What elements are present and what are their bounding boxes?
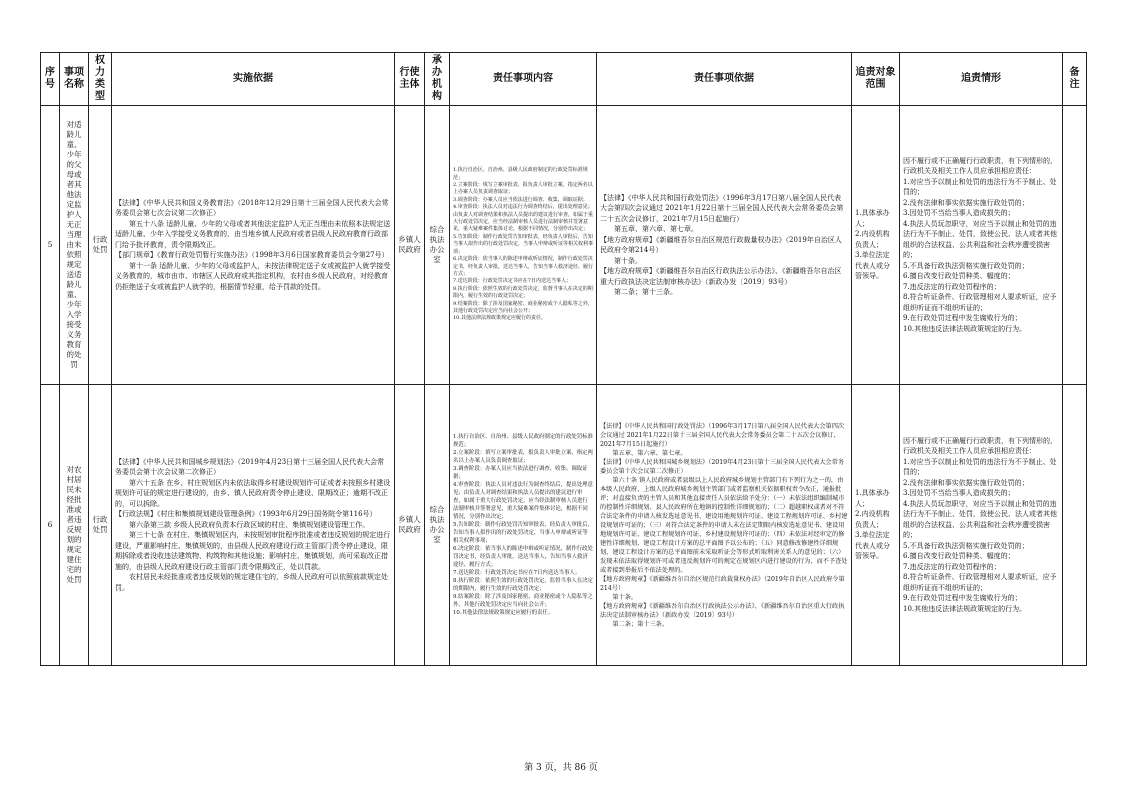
accountability-target xyxy=(852,106,900,385)
duty-content xyxy=(450,106,597,385)
duty-basis-paragraph: 第五章、第六章、第七章。 xyxy=(600,449,687,457)
target-item: 2.内设机构负责人； xyxy=(855,510,890,529)
target-item: 3.单位法定代表人或分管领导。 xyxy=(855,531,890,561)
duty-basis-paragraph: 【地方政府规章】《新疆维吾尔自治区行政执法公示办法》、《新疆维吾尔自治区重大行政执法决定法制审核办法》（新政办发〔2019〕93号） xyxy=(600,602,845,619)
implementation-basis xyxy=(112,385,395,666)
duty-basis-paragraph: 第六十条 镇人民政府或者县级以上人民政府城乡规划主管部门有下列行为之一的，由本级人民政府、上级人民政府城乡规划主管部门或者监察机关依据职权责令改正，通报批评；对直接负责的主管人员和其他直接责任人员依法给予处分：（一）未依法组织编制城市的控制性详细规划、县人民政府所在地镇的控制性详细规划的；（二）超越职权或者对不符合法定条件的申请人核发选址意见书、建设用地规划许可证、建设工程规划许可证、乡村建设规划许可证的；（三）对符合法定条件的申请人未在法定期限内核发选址意见书、建设用地规划许可证、建设工程规划许可证、乡村建设规划许可证的；（四）未依法对经审定的修建性详细规划、建设工程设计方案的总平面图予以公布的；（五）同意修改修建性详细规划、建设工程设计方案的总平面图前未采取听证会等形式听取利害关系人的意见的；（六）发现未依法取得规划许可或者违反规划许可的规定在规划区内进行建设的行为，而不予查处或者接到举报后不依法处理的。 xyxy=(600,476,848,574)
basis-paragraph: 第六十五条 在乡、村庄规划区内未依法取得乡村建设规划许可证或者未按照乡村建设规划许可证的规定进行建设的，由乡、镇人民政府责令停止建设、限期改正；逾期不改正的，可以拆除。 xyxy=(115,478,391,508)
liability-item: 3.因处罚不当给当事人造成损失的； xyxy=(903,209,1015,218)
accountability-target xyxy=(852,385,900,666)
duty-item: 3.调查阶段：办案人员应当依法进行调查、收集、调取证据； xyxy=(453,466,588,480)
row-number: 6 xyxy=(41,385,60,666)
liability-item: 10.其他违反法律法规政策规定的行为。 xyxy=(903,324,1027,333)
basis-paragraph: 第三十七条 在村庄、集镇规划区内，未按规划审批程序批准或者违反规划的规定进行建设，严重影响村庄、集镇规划的，由县级人民政府建设行政主管部门责令停止建设，限期拆除或者没收违法建筑物、构筑物和其他设施；影响村庄、集镇规划，尚可采取改正措施的，由县级人民政府建设行政主管部门责令限期改正，处以罚款。 xyxy=(115,531,391,571)
duty-basis-paragraph: 【法律】《中华人民共和国行政处罚法》（1996年3月17日第八届全国人民代表大会第四次会议通过 2021年1月22日第十三届全国人民代表大会常务委员会第二十五次会议修订，2021年7月15日起施行） xyxy=(600,193,844,223)
duty-item: 1.执行自治区、自治州、县级人民政府制定的行政处罚标准规范； xyxy=(453,167,588,181)
duty-basis-paragraph: 第五章、第六章、第七章。 xyxy=(600,225,698,233)
duty-basis-paragraph: 【法律】《中华人民共和国城乡规划法》（2019年4月23日第十三届全国人民代表大会常务委员会第十次会议第二次修正） xyxy=(600,458,845,475)
header-cell: 追责情形 xyxy=(900,53,1063,106)
header-cell: 责任事项依据 xyxy=(597,53,852,106)
duty-item: 8.执行阶段：依照生效的行政处罚决定，监督当事人在决定的期限内，履行生效的行政处罚决定； xyxy=(453,578,593,592)
table-row xyxy=(41,385,1087,666)
power-type: 行政处罚 xyxy=(89,106,112,385)
remarks xyxy=(1063,106,1087,385)
basis-paragraph: 【法律】《中华人民共和国义务教育法》（2018年12月29日第十三届全国人民代表大会常务委员会第七次会议第二次修正） xyxy=(115,198,389,218)
basis-paragraph: 第六条第三款 乡级人民政府负责本行政区域的村庄、集镇规划建设管理工作。 xyxy=(115,520,370,529)
duty-basis-paragraph: 第二条；第十三条。 xyxy=(600,620,669,628)
duty-item: 1.执行自治区、自治州、县级人民政府制定的行政处罚标准规范； xyxy=(453,434,593,448)
duty-item: 2.立案阶段：填写立案审批表，报负责人审批立案，指定两名以上办案人员负责调查取证； xyxy=(453,450,593,464)
executing-subject: 乡镇人民政府 xyxy=(395,385,425,666)
header-row xyxy=(41,53,1087,106)
target-item: 1.具体承办人； xyxy=(855,209,890,228)
duty-basis-paragraph: 第十条。 xyxy=(600,593,638,601)
basis-paragraph: 第十一条 适龄儿童、少年的父母或监护人，未按法律规定送子女或被监护人就学接受义务教育的，城市由市、市辖区人民政府或其指定机构，农村由乡级人民政府，对经教育仍拒绝送子女或被监护人就学的，根据情节轻重，给予罚款的处罚。 xyxy=(115,261,391,291)
liability-item: 因不履行或不正确履行行政职责，有下列情形的，行政机关及相关工作人员应承担相应责任： xyxy=(903,436,1057,456)
handling-org: 综合执法办公室 xyxy=(425,385,450,666)
duty-basis xyxy=(597,106,852,385)
header-cell: 实施依据 xyxy=(112,53,395,106)
liability-item: 因不履行或不正确履行行政职责，有下列情形的，行政机关及相关工作人员应承担相应责任： xyxy=(903,156,1057,176)
liability-item: 9.在行政处罚过程中发生腐败行为的； xyxy=(903,594,1022,603)
basis-paragraph: 【法律】《中华人民共和国城乡规划法》（2019年4月23日第十三届全国人民代表大会常务委员会第十次会议第二次修正） xyxy=(115,457,385,477)
basis-paragraph: 农村居民未经批准或者违反规划的规定建住宅的，乡级人民政府可以依照前款规定处罚。 xyxy=(115,573,388,592)
duty-list-table xyxy=(40,52,1087,666)
duty-item: 4.审查阶段：执法人员对违法行为调查终结后，提出处理意见；由负责人对调查结果和执法人员提出的建议进行审查，如属于重大行政处罚决定，应当经法制审核人员进行法制审核并签署意见，重大疑难案件集体讨论，根据不同情况，分别作出决定； xyxy=(453,482,593,520)
liability-item: 7.违反法定的行政处罚程序的； xyxy=(903,282,1001,291)
target-item: 3.单位法定代表人或分管领导。 xyxy=(855,251,890,281)
liability-item: 7.违反法定的行政处罚程序的； xyxy=(903,562,1001,571)
duty-basis-paragraph: 【地方政府规章】《新疆维吾尔自治区规范行政裁量权办法》（2019年自治区人民政府令第214号） xyxy=(600,575,845,592)
target-item: 1.具体承办人； xyxy=(855,489,890,508)
liability-item: 8.符合听证条件、行政管理相对人要求听证，应予组织听证而不组织听证的； xyxy=(903,293,1057,312)
duty-item: 10.其他法律法规政策规定应履行的责任。 xyxy=(453,315,546,322)
header-cell: 事项名称 xyxy=(60,53,89,106)
duty-item: 6.决定阶段：依当事人的陈述申辩或听证情况，制作行政处罚决定书，经负责人审批，送达当事人，告知当事人救济途径、履行方式； xyxy=(453,256,594,277)
header-cell: 追责对象范围 xyxy=(852,53,900,106)
header-cell: 责任事项内容 xyxy=(450,53,597,106)
liability-item: 9.在行政处罚过程中发生腐败行为的； xyxy=(903,314,1022,323)
duty-basis xyxy=(597,385,852,666)
basis-paragraph: 第五十八条 适龄儿童、少年的父母或者其他法定监护人无正当理由未依照本法规定送适龄儿童、少年入学接受义务教育的，由当地乡镇人民政府或者县级人民政府教育行政部门给予批评教育，责令限期改正。 xyxy=(115,219,391,249)
duty-item: 3.调查阶段：办案人员应当依法进行调查、收集、调取证据； xyxy=(453,196,588,203)
liability-item: 4.执法人员玩忽职守，对应当予以制止和处罚的违法行为不予制止、处罚，致使公民、法人或者其他组织的合法权益、公共利益和社会秩序遭受损害的； xyxy=(903,219,1057,260)
basis-paragraph: 【行政法规】《村庄和集镇规划建设管理条例》（1993年6月29日国务院令第116号） xyxy=(115,510,377,519)
header-cell: 序号 xyxy=(41,53,60,106)
duty-content xyxy=(450,385,597,666)
implementation-basis xyxy=(112,106,395,385)
duty-item: 2.立案阶段：填写立案审批表，报负责人审批立案，指定两名以上办案人员负责调查取证； xyxy=(453,182,593,196)
duty-item: 4.审查阶段：执法人员对违法行为调查终结后，提出处理意见；由负责人对调查结果和执法人员提出的建议进行审查，如属于重大行政处罚决定，应当经法制审核人员进行法制审核并签署意见，重大疑难案件集体讨论，根据不同情况，分别作出决定； xyxy=(453,204,594,233)
duty-item: 9.结案阶段：除了涉及国家秘密、商业秘密或个人隐私等之外，其他行政处罚决定应当向社会公开； xyxy=(453,300,593,314)
handling-org: 综合执法办公室 xyxy=(425,106,450,385)
accountability-circumstances xyxy=(900,385,1063,666)
liability-item: 4.执法人员玩忽职守，对应当予以制止和处罚的违法行为不予制止、处罚，致使公民、法人或者其他组织的合法权益、公共利益和社会秩序遭受损害的； xyxy=(903,499,1057,540)
page-footer: 第 3 页，共 86 页 xyxy=(524,763,598,773)
target-item: 2.内设机构负责人； xyxy=(855,230,890,249)
row-number: 5 xyxy=(41,106,60,385)
power-type: 行政处罚 xyxy=(89,385,112,666)
liability-item: 6.擅自改变行政处罚种类、幅度的； xyxy=(903,272,1015,281)
duty-item: 5.告知阶段：制作行政处罚告知审批表，经负责人审批后，告知当事人拟作出的行政处罚决定，当事人申辩或听证等相关权利事项； xyxy=(453,522,593,544)
table-row xyxy=(41,106,1087,385)
liability-item: 8.符合听证条件、行政管理相对人要求听证，应予组织听证而不组织听证的； xyxy=(903,573,1057,592)
item-name: 对适龄儿童、少年的父母或者其他法定监护人无正当理由未依照规定送适龄儿童、少年入学接受义务教育的处罚 xyxy=(60,106,89,385)
duty-basis-paragraph: 【地方政府规章】《新疆维吾尔自治区规范行政裁量权办法》（2019年自治区人民政府令第214号） xyxy=(600,235,842,254)
liability-item: 2.没有法律和事实依据实施行政处罚的； xyxy=(903,198,1029,207)
basis-paragraph: 【部门规章】《教育行政处罚暂行实施办法》（1998年3月6日国家教育委员会令第27号） xyxy=(115,251,389,260)
liability-item: 6.擅自改变行政处罚种类、幅度的； xyxy=(903,552,1015,561)
duty-item: 9.结案阶段：除了涉及国家秘密、商业秘密或个人隐私等之外，其他行政处罚决定应当向社会公开； xyxy=(453,594,593,608)
accountability-circumstances xyxy=(900,106,1063,385)
header-cell: 承办机构 xyxy=(425,53,450,106)
header-cell: 备注 xyxy=(1063,53,1087,106)
duty-item: 6.决定阶段：依当事人的陈述申辩或听证情况，制作行政处罚决定书，经负责人审批，送达当事人，告知当事人救济途径、履行方式； xyxy=(453,546,593,568)
duty-item: 7.送达阶段：行政处罚决定书应在7日内送达当事人； xyxy=(453,278,571,285)
duty-basis-paragraph: 【地方政府规章】《新疆维吾尔自治区行政执法公示办法》、《新疆维吾尔自治区重大行政执法决定法制审核办法》（新政办发〔2019〕93号） xyxy=(600,267,842,286)
duty-item: 8.执行阶段：依照生效的行政处罚决定，监督当事人在决定的期限内，履行生效的行政处罚决定； xyxy=(453,285,593,300)
header-cell: 行使主体 xyxy=(395,53,425,106)
liability-item: 3.因处罚不当给当事人造成损失的； xyxy=(903,489,1015,498)
liability-item: 10.其他违反法律法规政策规定的行为。 xyxy=(903,604,1027,613)
liability-item: 5.不具备行政执法资格实施行政处罚的； xyxy=(903,261,1029,270)
duty-basis-paragraph: 【法律】《中华人民共和国行政处罚法》（1996年3月17日第八届全国人民代表大会第四次会议通过 2021年1月22日第十三届全国人民代表大会常务委员会第二十五次会议修订，2021年7月15日起施行） xyxy=(600,422,845,448)
executing-subject: 乡镇人民政府 xyxy=(395,106,425,385)
header-cell: 权力类型 xyxy=(89,53,112,106)
liability-item: 1.对应当予以制止和处罚的违法行为不予制止、处罚的； xyxy=(903,457,1057,477)
remarks xyxy=(1063,385,1087,666)
liability-item: 2.没有法律和事实依据实施行政处罚的； xyxy=(903,478,1029,487)
liability-item: 5.不具备行政执法资格实施行政处罚的； xyxy=(903,541,1029,550)
item-name: 对农村居民未经批准或者违反规划的规定建住宅的处罚 xyxy=(60,385,89,666)
duty-basis-paragraph: 第二条；第十三条。 xyxy=(600,288,677,296)
duty-item: 5.告知阶段：制作行政处罚告知审批表，经负责人审批后，告知当事人拟作出的行政处罚决定，当事人申辩或听证等相关权利事项； xyxy=(453,233,594,255)
duty-item: 7.送达阶段：行政处罚决定书应在7日内送达当事人； xyxy=(453,570,581,576)
liability-item: 1.对应当予以制止和处罚的违法行为不予制止、处罚的； xyxy=(903,177,1057,197)
duty-item: 10.其他法律法规政策规定应履行的责任。 xyxy=(453,610,554,616)
duty-basis-paragraph: 第十条。 xyxy=(600,256,642,265)
